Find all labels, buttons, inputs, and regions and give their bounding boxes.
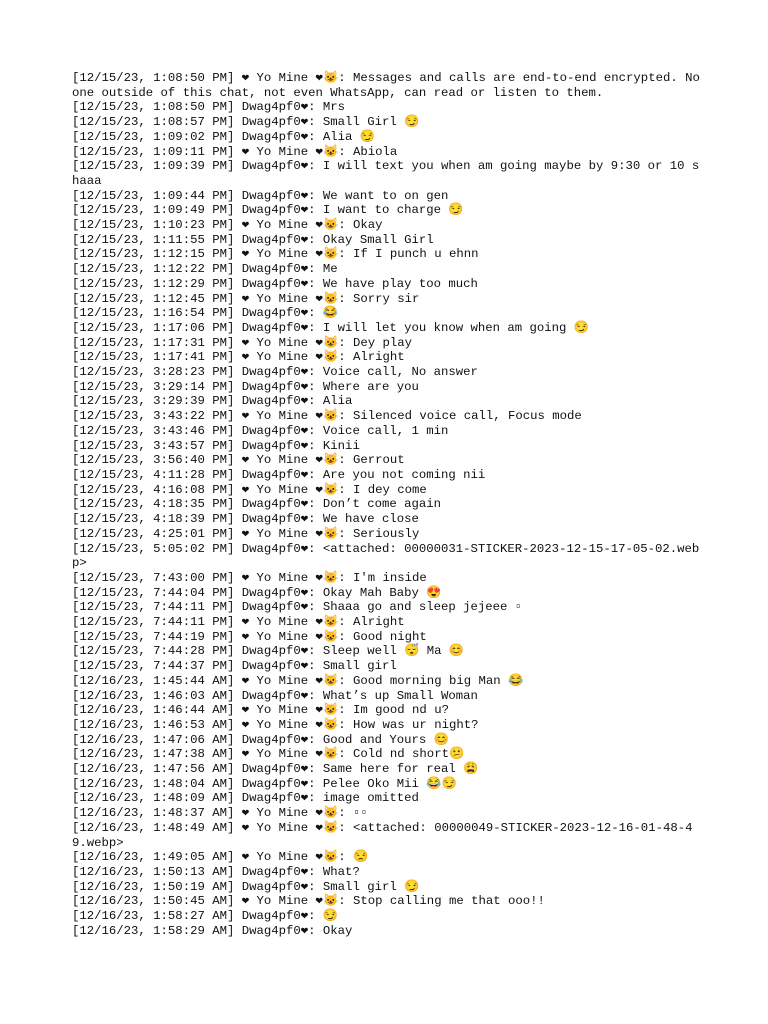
chat-line: [12/15/23, 3:43:46 PM] Dwag4pf0❤: Voice call, 1 min [72, 423, 449, 438]
chat-line: [12/16/23, 1:48:04 AM] Dwag4pf0❤: Pelee Oko Mii 😂😏 [72, 776, 457, 791]
chat-line: [12/15/23, 3:29:39 PM] Dwag4pf0❤: Alia [72, 394, 353, 409]
chat-line: [12/15/23, 1:17:06 PM] Dwag4pf0❤: I will let you know when am going 😏 [72, 320, 590, 335]
chat-transcript [72, 71, 708, 938]
chat-line: [12/15/23, 1:16:54 PM] Dwag4pf0❤: 😂 [72, 306, 339, 321]
chat-line: [12/15/23, 1:12:22 PM] Dwag4pf0❤: Me [72, 262, 338, 277]
chat-line: [12/15/23, 3:28:23 PM] Dwag4pf0❤: Voice call, No answer [72, 365, 478, 380]
chat-line: [12/15/23, 3:43:57 PM] Dwag4pf0❤: Kinii [72, 438, 360, 453]
chat-line: [12/16/23, 1:48:37 AM] ❤ Yo Mine ❤😺: ▫▫ [72, 806, 368, 821]
chat-line: [12/16/23, 1:50:45 AM] ❤ Yo Mine ❤😺: Stop calling me that ooo!! [72, 894, 545, 909]
chat-line: [12/16/23, 1:47:06 AM] Dwag4pf0❤: Good and Yours 😊 [72, 732, 449, 747]
chat-line: [12/15/23, 1:17:41 PM] ❤ Yo Mine ❤😺: Alright [72, 350, 405, 365]
chat-line: [12/15/23, 7:44:19 PM] ❤ Yo Mine ❤😺: Good night [72, 629, 427, 644]
chat-line: [12/16/23, 1:48:09 AM] Dwag4pf0❤: image omitted [72, 791, 419, 806]
chat-line: [12/15/23, 1:08:50 PM] Dwag4pf0❤: Mrs [72, 100, 346, 115]
chat-line: [12/15/23, 1:09:02 PM] Dwag4pf0❤: Alia 😏 [72, 129, 376, 144]
chat-line: [12/16/23, 1:46:53 AM] ❤ Yo Mine ❤😺: How was ur night? [72, 717, 479, 732]
chat-line: [12/15/23, 3:43:22 PM] ❤ Yo Mine ❤😺: Silenced voice call, Focus mode [72, 409, 582, 424]
chat-line: [12/16/23, 1:45:44 AM] ❤ Yo Mine ❤😺: Good morning big Man 😂 [72, 673, 524, 688]
chat-line: [12/16/23, 1:46:44 AM] ❤ Yo Mine ❤😺: Im good nd u? [72, 703, 449, 718]
chat-line: [12/15/23, 7:44:28 PM] Dwag4pf0❤: Sleep well 😴 Ma 😊 [72, 644, 465, 659]
chat-line: [12/15/23, 4:11:28 PM] Dwag4pf0❤: Are you not coming nii [72, 467, 486, 482]
chat-line: [12/15/23, 7:44:04 PM] Dwag4pf0❤: Okay Mah Baby 😍 [72, 585, 442, 600]
chat-line: [12/15/23, 5:05:02 PM] Dwag4pf0❤: <attached: 00000031-STICKER-2023-12-15-17-05-02.webp> [72, 541, 700, 571]
chat-line: [12/15/23, 4:16:08 PM] ❤ Yo Mine ❤😺: I dey come [72, 482, 427, 497]
chat-line: [12/16/23, 1:46:03 AM] Dwag4pf0❤: What’s up Small Woman [72, 688, 478, 703]
chat-line: [12/15/23, 1:09:39 PM] Dwag4pf0❤: I will text you when am going maybe by 9:30 or 10 shaaa [72, 159, 700, 188]
chat-line: [12/16/23, 1:50:19 AM] Dwag4pf0❤: Small girl 😏 [72, 879, 420, 894]
chat-line: [12/16/23, 1:49:05 AM] ❤ Yo Mine ❤😺: 😒 [72, 850, 369, 865]
chat-line: [12/15/23, 1:09:49 PM] Dwag4pf0❤: I want to charge 😏 [72, 203, 464, 218]
chat-line: [12/16/23, 1:48:49 AM] ❤ Yo Mine ❤😺: <attached: 00000049-STICKER-2023-12-16-01-48-49.webp> [72, 820, 693, 850]
chat-line: [12/15/23, 1:17:31 PM] ❤ Yo Mine ❤😺: Dey play [72, 335, 413, 350]
chat-line: [12/15/23, 1:10:23 PM] ❤ Yo Mine ❤😺: Okay [72, 218, 383, 233]
chat-line: [12/15/23, 1:12:15 PM] ❤ Yo Mine ❤😺: If I punch u ehnn [72, 247, 479, 262]
chat-line: [12/15/23, 4:25:01 PM] ❤ Yo Mine ❤😺: Seriously [72, 526, 420, 541]
chat-line: [12/15/23, 7:44:11 PM] Dwag4pf0❤: Shaaa go and sleep jejeee ▫ [72, 600, 523, 615]
chat-line: [12/15/23, 7:43:00 PM] ❤ Yo Mine ❤😺: I'm inside [72, 570, 427, 585]
chat-line: [12/16/23, 1:58:27 AM] Dwag4pf0❤: 😏 [72, 909, 339, 924]
chat-line: [12/15/23, 3:56:40 PM] ❤ Yo Mine ❤😺: Gerrout [72, 453, 405, 468]
chat-line: [12/16/23, 1:47:56 AM] Dwag4pf0❤: Same here for real 😩 [72, 762, 479, 777]
chat-line: [12/15/23, 1:09:44 PM] Dwag4pf0❤: We want to on gen [72, 188, 449, 203]
chat-line: [12/15/23, 7:44:11 PM] ❤ Yo Mine ❤😺: Alright [72, 615, 405, 630]
chat-line: [12/15/23, 4:18:39 PM] Dwag4pf0❤: We have close [72, 512, 419, 527]
chat-line: [12/15/23, 4:18:35 PM] Dwag4pf0❤: Don’t come again [72, 497, 441, 512]
chat-line: [12/15/23, 7:44:37 PM] Dwag4pf0❤: Small girl [72, 659, 397, 674]
chat-line: [12/15/23, 3:29:14 PM] Dwag4pf0❤: Where are you [72, 379, 419, 394]
chat-line: [12/16/23, 1:47:38 AM] ❤ Yo Mine ❤😺: Cold nd short😕 [72, 747, 465, 762]
chat-line: [12/15/23, 1:09:11 PM] ❤ Yo Mine ❤😺: Abiola [72, 144, 398, 159]
chat-line: [12/16/23, 1:50:13 AM] Dwag4pf0❤: What? [72, 864, 360, 879]
chat-line: [12/15/23, 1:08:50 PM] ❤ Yo Mine ❤😺: Messages and calls are end-to-end encrypted. No one outside of this chat, not even WhatsApp, can read or listen to them. [72, 71, 708, 100]
chat-line: [12/15/23, 1:12:45 PM] ❤ Yo Mine ❤😺: Sorry sir [72, 291, 420, 306]
chat-line: [12/16/23, 1:58:29 AM] Dwag4pf0❤: Okay [72, 923, 353, 938]
chat-line: [12/15/23, 1:12:29 PM] Dwag4pf0❤: We have play too much [72, 276, 478, 291]
chat-line: [12/15/23, 1:08:57 PM] Dwag4pf0❤: Small Girl 😏 [72, 115, 420, 130]
chat-line: [12/15/23, 1:11:55 PM] Dwag4pf0❤: Okay Small Girl [72, 232, 434, 247]
